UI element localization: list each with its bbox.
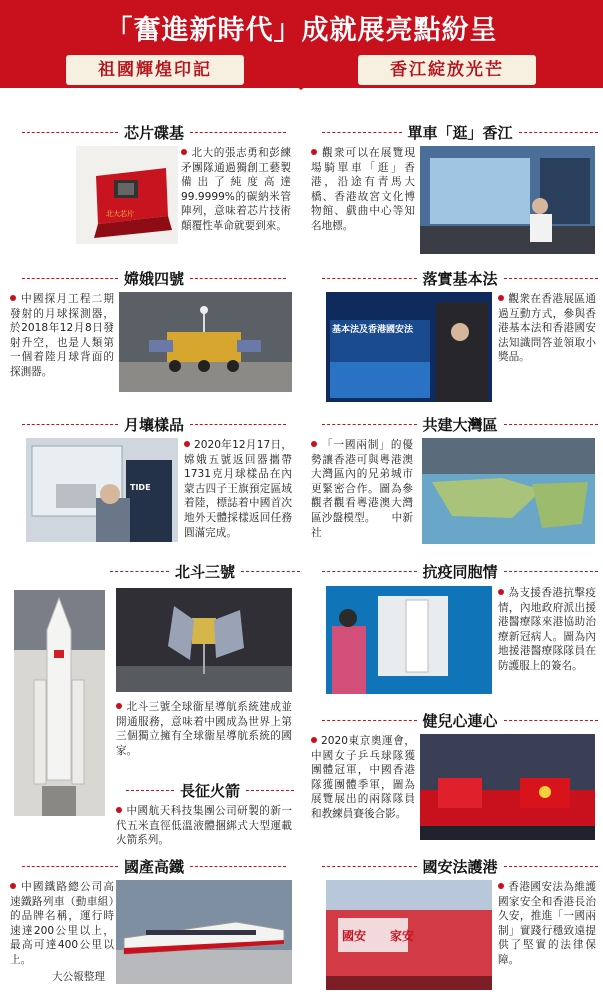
cycling-caption: 觀衆可以在展覽現場騎單車「逛」香港，沿途有青馬大橋、香港故宮文化博物館、戲曲中心等知名地標。 — [311, 147, 415, 232]
section-heading-lunar-soil: 月壤樣品 — [22, 414, 286, 434]
section-heading-anti-epidemic: 抗疫同胞情 — [322, 561, 598, 581]
section-heading-athletes: 健兒心連心 — [322, 710, 598, 730]
bullet-dot — [311, 737, 317, 743]
bullet-dot — [498, 883, 504, 889]
header-banner — [0, 0, 603, 98]
beidou-caption: 北斗三號全球衞星導航系統建成並開通服務，意味着中國成為世界上第三個獨立擁有全球衞星導航系統的國家。 — [116, 701, 292, 757]
photo-long-march-rocket — [14, 590, 105, 816]
lunar-soil-caption: 2020年12月17日，嫦娥五號返回器攜帶1731克月球樣品在內蒙古四子王旗預定區域着陸，標誌着中國首次地外天體採樣返回任務圓滿完成。 — [184, 439, 292, 539]
section-heading-national-security: 國安法護港 — [322, 856, 598, 876]
bullet-dot — [10, 295, 16, 301]
photo-protective-suit — [326, 586, 492, 694]
section-heading-long-march: 長征火箭 — [126, 780, 294, 800]
credit-line: 大公報整理 — [52, 971, 105, 983]
change4-caption: 中國探月工程二期發射的月球探測器，於2018年12月8日發射升空，也是人類第一個着陸月球背面的探測器。 — [10, 293, 114, 378]
section-heading-high-speed-rail: 國產高鐵 — [22, 856, 286, 876]
svg-text:北大芯片: 北大芯片 — [106, 210, 134, 218]
svg-text:基本法及香港國安法: 基本法及香港國安法 — [332, 325, 414, 335]
right-column-tag: 香江綻放光芒 — [358, 55, 536, 85]
basic-law-caption: 觀衆在香港展區通過互動方式，參與香港基本法和香港國安法知識問答並領取小獎品。 — [498, 293, 596, 364]
athletes-caption: 2020東京奧運會，中國女子乒乓球隊獲團體冠軍，中國香港隊獲團體季軍，圖為展覽展出的兩隊隊員和教練員賽後合影。 — [311, 735, 415, 820]
bullet-dot — [498, 589, 504, 595]
photo-cycling-exhibit — [420, 146, 595, 254]
photo-change4-lander — [119, 292, 292, 392]
section-heading-cycling: 單車「逛」香江 — [322, 122, 598, 142]
page-title: 「奮進新時代」成就展亮點紛呈 — [105, 15, 498, 46]
bullet-dot — [116, 703, 122, 709]
national-security-caption: 香港國安法為維護國家安全和香港長治久安，推進「一國兩制」實踐行穩致遠提供了堅實的法律保障。 — [498, 881, 596, 966]
rail-caption: 中國鐵路總公司高速鐵路列車（動車組）的品牌名稱，運行時速達200公里以上，最高可達400公里以上。 — [10, 881, 114, 966]
bullet-dot — [184, 441, 190, 447]
greater-bay-caption: 「一國兩制」的優勢讓香港可與粵港澳大灣區內的兄弟城市更緊密合作。圖為參觀者觀看粵港澳大灣區沙盤模型。 中新社 — [311, 439, 413, 539]
svg-text:TIDE: TIDE — [130, 483, 151, 492]
photo-national-security — [326, 880, 492, 990]
bullet-dot — [311, 149, 317, 155]
photo-chip — [76, 146, 178, 244]
section-heading-chip: 芯片碟基 — [22, 122, 286, 142]
section-heading-greater-bay: 共建大灣區 — [322, 414, 598, 434]
anti-epidemic-caption: 為支援香港抗擊疫情，內地政府派出援港醫療隊來港協助治療新冠病人。圖為內地援港醫療隊隊員在防護服上的簽名。 — [498, 587, 596, 672]
photo-basic-law-quiz — [326, 292, 492, 402]
bullet-dot — [498, 295, 504, 301]
photo-table-tennis-teams — [420, 734, 595, 840]
long-march-caption: 中國航天科技集團公司研製的新一代五米直徑低溫液體捆綁式大型運載火箭系列。 — [116, 805, 292, 847]
section-heading-basic-law: 落實基本法 — [322, 268, 598, 288]
bullet-dot — [116, 807, 122, 813]
left-column-tag: 祖國輝煌印記 — [66, 55, 244, 85]
bullet-dot — [10, 883, 16, 889]
photo-greater-bay-model — [422, 438, 595, 544]
bullet-dot — [181, 149, 187, 155]
section-heading-change4: 嫦娥四號 — [22, 268, 286, 288]
header-ribbon-tip — [265, 60, 337, 90]
section-heading-beidou: 北斗三號 — [110, 561, 300, 581]
chip-caption: 北大的張志勇和彭練矛團隊通過獨創工藝製備出了純度高達99.9999%的碳納米管陣列，意味着芯片技術顛覆性革命就要到來。 — [181, 147, 291, 232]
photo-high-speed-train — [116, 880, 292, 984]
bullet-dot — [311, 441, 317, 447]
photo-beidou-satellite — [116, 588, 292, 692]
svg-text:國安 家安: 國安 家安 — [342, 929, 415, 943]
photo-lunar-soil — [26, 438, 178, 542]
